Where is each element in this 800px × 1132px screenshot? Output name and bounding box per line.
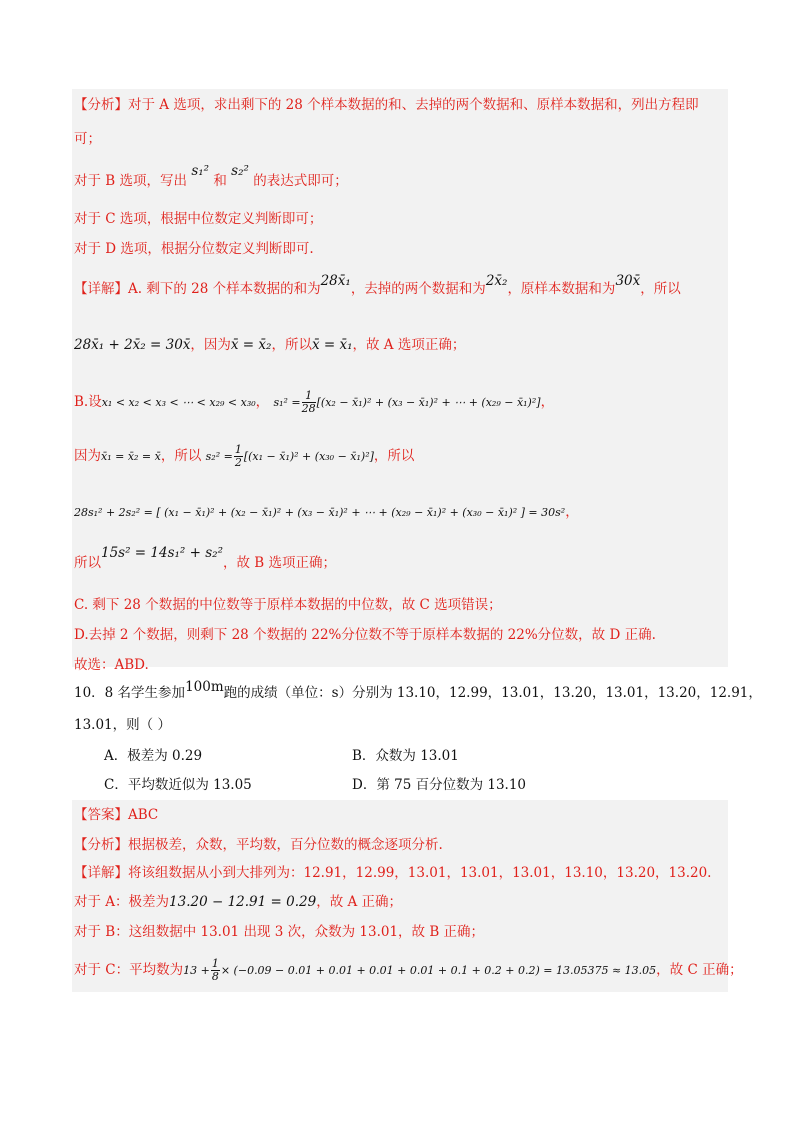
math-sum28: 28x̄₁ (320, 273, 351, 289)
question-10-line-1: 10．8 名学生参加100m跑的成绩（单位：s）分别为 13.10，12.99，13.01，13.20，13.01，13.20，12.91， (74, 679, 762, 701)
math-final: 15s² = 14s₁² + s₂² (101, 545, 223, 561)
math-sum2: 2x̄₂ (485, 273, 508, 289)
detail-line-a2: 28x̄₁ + 2x̄₂ = 30x̄，因为x̄ = x̄₂，所以x̄ = x̄₁，故 A 选项正确； (74, 337, 466, 353)
math-100m: 100m (185, 679, 224, 695)
detail-line-b2: 因为x̄₁ = x̄₂ = x̄，所以 s₂² = $\frac{1}{2}$ [(x₁ − x̄₁)² + (x₃₀ − x̄₁)²]，所以 (74, 443, 415, 469)
detail-b: 对于 B：这组数据中 13.01 出现 3 次，众数为 13.01，故 B 正确； (74, 924, 485, 940)
math-s1-def-lhs: s₁² = (273, 396, 301, 409)
option-a: A．极差为 0.29 (104, 748, 203, 764)
detail-line-c: C. 剩下 28 个数据的中位数等于原样本数据的中位数，故 C 选项错误； (74, 597, 502, 613)
math-s2-def-lhs: s₂² = (205, 450, 233, 463)
math-s1-def-rhs: [(x₂ − x̄₁)² + (x₃ − x̄₁)² + ⋯ + (x₂₉ − x̄₁)²] (316, 396, 541, 409)
final-choice: 故选：ABD. (74, 657, 149, 673)
math-frac-1-2: $\frac{1}{2}$ (234, 443, 242, 469)
math-means: x̄₁ = x̄₂ = x̄ (101, 450, 161, 463)
math-big-equation: 28s₁² + 2s₂² = [ (x₁ − x̄₁)² + (x₂ − x̄₁)² + (x₃ − x̄₁)² + ⋯ + (x₂₉ − x̄₁)² + (x₃₀ − x̄₁)² ] = 30s² (74, 506, 566, 519)
math-eq1: 28x̄₁ + 2x̄₂ = 30x̄ (74, 337, 191, 353)
option-b: B．众数为 13.01 (352, 748, 459, 764)
detail-line-b: B.设x₁ < x₂ < x₃ < ⋯ < x₂₉ < x₃₀， s₁² = $\frac{1}{28}$ [(x₂ − x̄₁)² + (x₃ − x̄₁)² + ⋯ + (x₂₉ − x̄₁)²]， (74, 389, 555, 415)
detail-c: 对于 C：平均数为13 + $\frac{1}{8}$ × (−0.09 − 0.01 + 0.01 + 0.01 + 0.01 + 0.1 + 0.2 + 0.2) = 13.05375 ≈ 13.05，故 C 正确； (74, 957, 743, 983)
analysis-line-4: 对于 C 选项，根据中位数定义判断即可； (74, 211, 323, 227)
answer-detail: 【详解】将该组数据从小到大排列为：12.91，12.99，13.01，13.01，13.01，13.10，13.20，13.20. (74, 865, 712, 881)
analysis-line-3: 对于 B 选项，写出 s₁² 和 s₂² 的表达式即可； (74, 163, 348, 189)
math-frac-1-8: $\frac{1}{8}$ (211, 957, 219, 983)
math-mean-a: 13 + (183, 964, 210, 977)
math-frac-1-28: $\frac{1}{28}$ (301, 389, 316, 415)
analysis-line-1: 【分析】对于 A 选项，求出剩下的 28 个样本数据的和、去掉的两个数据和、原样本数据和，列出方程即 (74, 97, 699, 113)
math-s2-squared: s₂² (231, 163, 249, 179)
math-sum30: 30x̄ (615, 273, 641, 289)
question-10-line-2: 13.01，则（ ） (74, 717, 171, 733)
detail-line-d: D.去掉 2 个数据，则剩下 28 个数据的 22%分位数不等于原样本数据的 22%分位数，故 D 正确. (74, 627, 656, 643)
math-eq2: x̄ = x̄₂ (230, 337, 272, 353)
math-s2-def-rhs: [(x₁ − x̄₁)² + (x₃₀ − x̄₁)²] (243, 450, 374, 463)
math-mean-b: × (−0.09 − 0.01 + 0.01 + 0.01 + 0.01 + 0.1 + 0.2 + 0.2) = 13.05375 ≈ 13.05 (220, 964, 657, 977)
analysis-line-5: 对于 D 选项，根据分位数定义判断即可. (74, 241, 314, 257)
detail-line-b3: 28s₁² + 2s₂² = [ (x₁ − x̄₁)² + (x₂ − x̄₁)² + (x₃ − x̄₁)² + ⋯ + (x₂₉ − x̄₁)² + (x₃₀ − x̄₁)² ] = 30s²， (74, 504, 579, 520)
detail-line-b4: 所以15s² = 14s₁² + s₂²，故 B 选项正确； (74, 545, 337, 571)
math-order: x₁ < x₂ < x₃ < ⋯ < x₂₉ < x₃₀ (101, 396, 256, 409)
detail-line-a: 【详解】A. 剩下的 28 个样本数据的和为28x̄₁，去掉的两个数据和为2x̄₂，原样本数据和为30x̄，所以 (74, 273, 681, 297)
option-c: C．平均数近似为 13.05 (104, 777, 252, 793)
math-s1-squared: s₁² (191, 163, 210, 179)
answer-line: 【答案】ABC (74, 807, 159, 823)
answer-analysis: 【分析】根据极差，众数，平均数，百分位数的概念逐项分析. (74, 837, 443, 853)
option-d: D．第 75 百分位数为 13.10 (352, 777, 527, 793)
detail-a: 对于 A：极差为13.20 − 12.91 = 0.29，故 A 正确； (74, 894, 403, 910)
analysis-line-2: 可； (74, 131, 101, 147)
math-range: 13.20 − 12.91 = 0.29 (169, 894, 317, 910)
math-eq3: x̄ = x̄₁ (311, 337, 353, 353)
